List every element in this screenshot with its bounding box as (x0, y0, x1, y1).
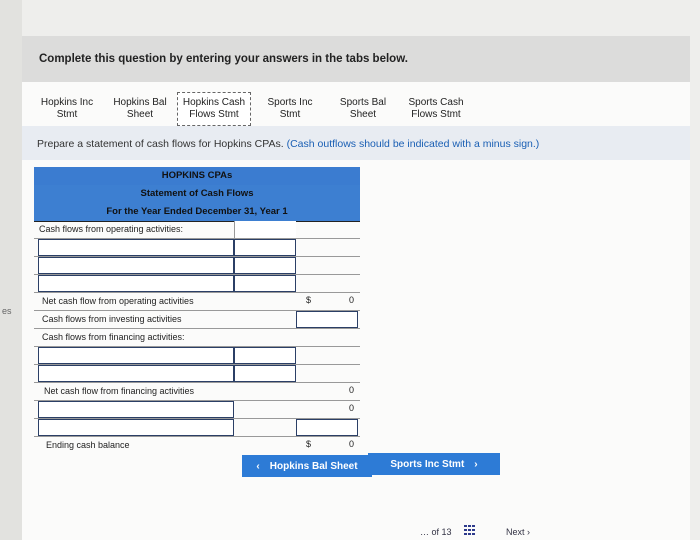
tab-label: Sports Inc Stmt (267, 97, 313, 120)
tab-label: Sports Bal Sheet (339, 97, 387, 120)
row-label: Cash flows from operating activities: (39, 224, 184, 234)
total-cell (296, 293, 358, 310)
row-label: Cash flows from investing activities (42, 314, 182, 324)
row-label: Cash flows from financing activities: (42, 332, 185, 342)
cash-flow-statement (34, 167, 360, 450)
amount-input[interactable] (234, 365, 296, 382)
chevron-right-icon: › (527, 527, 531, 537)
row-label: Ending cash balance (46, 440, 130, 450)
total-value: 0 (348, 385, 354, 395)
tab-label: Hopkins Cash Flows Stmt (182, 97, 246, 120)
left-edge-fragment: es (2, 306, 12, 316)
next-tab-button[interactable] (368, 453, 500, 475)
prev-tab-button[interactable] (242, 455, 372, 477)
label-input[interactable] (38, 347, 234, 364)
prompt-note: (Cash outflows should be indicated with a minus sign.) (286, 138, 540, 150)
amount-input[interactable] (296, 311, 358, 328)
chevron-right-icon: › (474, 458, 478, 470)
grid-icon[interactable] (464, 525, 476, 537)
total-cell (296, 383, 358, 400)
statement-company: HOPKINS CPAs (34, 167, 360, 185)
dollar-sign: $ (306, 439, 312, 449)
cell-blank (234, 221, 296, 238)
table-row (34, 293, 360, 311)
table-row (34, 419, 360, 437)
label-input[interactable] (38, 275, 234, 292)
tab-sports-bal-sheet[interactable] (332, 94, 394, 124)
tab-sports-cash-flows-stmt[interactable] (400, 94, 472, 124)
amount-input[interactable] (234, 347, 296, 364)
tab-label: Sports Cash Flows Stmt (408, 97, 464, 120)
prev-tab-label: Hopkins Bal Sheet (269, 460, 358, 472)
amount-input[interactable] (234, 275, 296, 292)
label-input[interactable] (38, 401, 234, 418)
amount-input[interactable] (296, 419, 358, 436)
total-cell (296, 437, 358, 454)
label-input[interactable] (38, 365, 234, 382)
prompt-main: Prepare a statement of cash flows for Hopkins CPAs. (37, 138, 287, 150)
tab-sports-inc-stmt[interactable] (258, 94, 322, 124)
table-row (34, 311, 360, 329)
tab-hopkins-bal-sheet[interactable] (106, 94, 174, 124)
page-indicator: … of 13 (420, 527, 452, 537)
table-row (34, 239, 360, 257)
table-row (34, 401, 360, 419)
label-input[interactable] (38, 419, 234, 436)
row-label: Net cash flow from operating activities (42, 296, 194, 306)
table-row (34, 329, 360, 347)
tab-hopkins-inc-stmt[interactable] (34, 94, 100, 124)
dollar-sign: $ (306, 295, 312, 305)
table-row (34, 275, 360, 293)
amount-input[interactable] (234, 239, 296, 256)
amount-input[interactable] (234, 257, 296, 274)
total-value: 0 (348, 403, 354, 413)
tab-label: Hopkins Inc Stmt (40, 97, 94, 120)
statement-period: For the Year Ended December 31, Year 1 (34, 203, 360, 222)
instruction-text: Complete this question by entering your answers in the tabs below. (39, 53, 408, 65)
prompt-bar (22, 126, 690, 160)
tab-label: Hopkins Bal Sheet (113, 97, 167, 120)
next-page-button[interactable] (506, 527, 530, 537)
statement-title: Statement of Cash Flows (34, 185, 360, 203)
total-value: 0 (348, 439, 354, 449)
next-page-label: Next (506, 527, 525, 537)
tab-strip (34, 92, 690, 126)
total-value: 0 (348, 295, 354, 305)
table-row (34, 347, 360, 365)
total-cell (296, 401, 358, 418)
next-tab-label: Sports Inc Stmt (390, 458, 465, 470)
section-label-operating (34, 221, 360, 239)
prompt-text (37, 138, 539, 150)
question-card (22, 36, 690, 540)
instruction-bar (22, 36, 690, 82)
left-edge-strip (0, 0, 22, 540)
row-label: Net cash flow from financing activities (44, 386, 195, 396)
tab-hopkins-cash-flows-stmt[interactable] (177, 92, 251, 126)
label-input[interactable] (38, 239, 234, 256)
table-row (34, 437, 360, 455)
label-input[interactable] (38, 257, 234, 274)
table-row (34, 257, 360, 275)
chevron-left-icon: ‹ (256, 460, 260, 472)
table-row (34, 365, 360, 383)
table-row (34, 383, 360, 401)
